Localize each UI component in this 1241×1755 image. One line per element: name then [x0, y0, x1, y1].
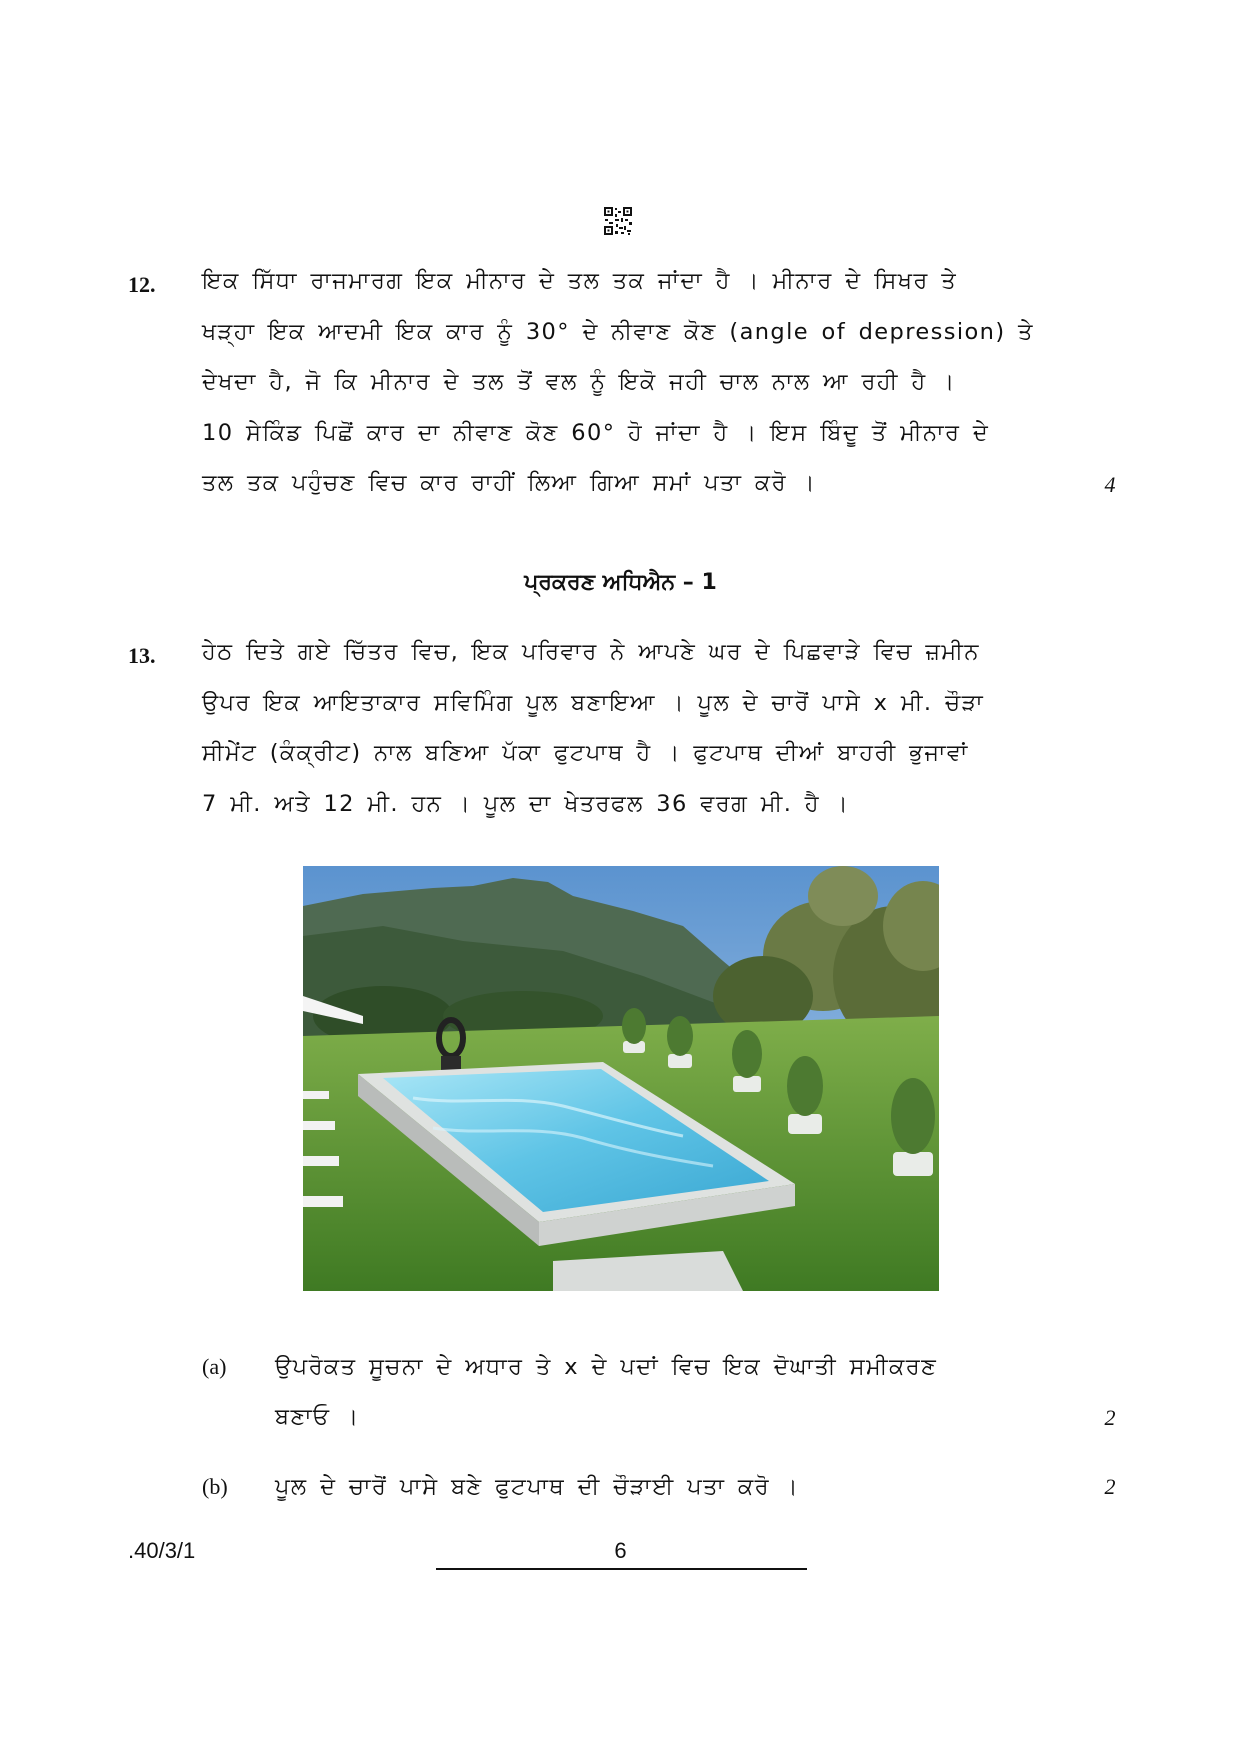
question-12-line: ਦੇਖਦਾ ਹੈ, ਜੋ ਕਿ ਮੀਨਾਰ ਦੇ ਤਲ ਤੋਂ ਵਲ ਨੂੰ ਇਕੋ ਜਹੀ ਚਾਲ ਨਾਲ ਆ ਰਹੀ ਹੈ । — [202, 369, 956, 395]
question-12-line: ਇਕ ਸਿੱਧਾ ਰਾਜਮਾਰਗ ਇਕ ਮੀਨਾਰ ਦੇ ਤਲ ਤਕ ਜਾਂਦਾ ਹੈ । ਮੀਨਾਰ ਦੇ ਸਿਖਰ ਤੇ — [202, 268, 958, 294]
subquestion-b-label: (b) — [202, 1474, 228, 1499]
subquestion-a-marks: 2 — [1104, 1405, 1116, 1430]
question-13-line: ਸੀਮੇਂਟ (ਕੰਕ੍ਰੀਟ) ਨਾਲ ਬਣਿਆ ਪੱਕਾ ਫੁਟਪਾਥ ਹੈ । ਫੁਟਪਾਥ ਦੀਆਂ ਬਾਹਰੀ ਭੁਜਾਵਾਂ — [202, 740, 969, 766]
question-13-line: 7 ਮੀ. ਅਤੇ 12 ਮੀ. ਹਨ । ਪੂਲ ਦਾ ਖੇਤਰਫਲ 36 ਵਰਗ ਮੀ. ਹੈ । — [202, 790, 850, 817]
section-title: ਪ੍ਰਕਰਣ ਅਧਿਐਨ – 1 — [524, 570, 717, 595]
question-13-line: ਉਪਰ ਇਕ ਆਇਤਾਕਾਰ ਸਵਿਮਿੰਗ ਪੂਲ ਬਣਾਇਆ । ਪੂਲ ਦੇ ਚਾਰੋਂ ਪਾਸੇ x ਮੀ. ਚੌੜਾ — [202, 689, 985, 716]
swimming-pool-photo — [303, 866, 939, 1291]
subquestion-b-line: ਪੂਲ ਦੇ ਚਾਰੋਂ ਪਾਸੇ ਬਣੇ ਫੁਟਪਾਥ ਦੀ ਚੌੜਾਈ ਪਤਾ ਕਰੋ । — [275, 1474, 800, 1500]
question-12-line: 10 ਸੇਕਿੰਡ ਪਿਛੋਂ ਕਾਰ ਦਾ ਨੀਵਾਣ ਕੋਣ 60° ਹੋ ਜਾਂਦਾ ਹੈ । ਇਸ ਬਿੰਦੂ ਤੋਂ ਮੀਨਾਰ ਦੇ — [202, 419, 990, 446]
subquestion-a-label: (a) — [202, 1354, 227, 1379]
subquestion-a-text — [275, 1342, 1060, 1442]
page-number: 6 — [614, 1538, 627, 1563]
subquestion-a-line: ਬਣਾਓ । — [275, 1404, 360, 1430]
question-13-line: ਹੇਠ ਦਿਤੇ ਗਏ ਚਿੱਤਰ ਵਿਚ, ਇਕ ਪਰਿਵਾਰ ਨੇ ਆਪਣੇ ਘਰ ਦੇ ਪਿਛਵਾੜੇ ਵਿਚ ਜ਼ਮੀਨ — [202, 639, 980, 665]
subquestion-b-marks: 2 — [1104, 1474, 1116, 1499]
question-12-line: ਖੜ੍ਹਾ ਇਕ ਆਦਮੀ ਇਕ ਕਾਰ ਨੂੰ 30° ਦੇ ਨੀਵਾਣ ਕੋਣ (angle of depression) ਤੇ — [202, 318, 1034, 345]
qr-code-icon — [603, 206, 633, 236]
footer-rule — [436, 1568, 807, 1570]
question-12-text — [202, 256, 1060, 509]
question-number-12: 12. — [128, 272, 156, 297]
subquestion-a-line: ਉਪਰੋਕਤ ਸੂਚਨਾ ਦੇ ਅਧਾਰ ਤੇ x ਦੇ ਪਦਾਂ ਵਿਚ ਇਕ ਦੋਘਾਤੀ ਸਮੀਕਰਣ — [275, 1354, 938, 1380]
question-12-marks: 4 — [1104, 472, 1116, 497]
question-number-13: 13. — [128, 643, 156, 668]
question-13-text — [202, 627, 1060, 829]
question-12-line: ਤਲ ਤਕ ਪਹੁੰਚਣ ਵਿਚ ਕਾਰ ਰਾਹੀਂ ਲਿਆ ਗਿਆ ਸਮਾਂ ਪਤਾ ਕਰੋ । — [202, 470, 817, 496]
paper-code: .40/3/1 — [128, 1538, 196, 1563]
subquestion-b-text — [275, 1462, 1060, 1512]
